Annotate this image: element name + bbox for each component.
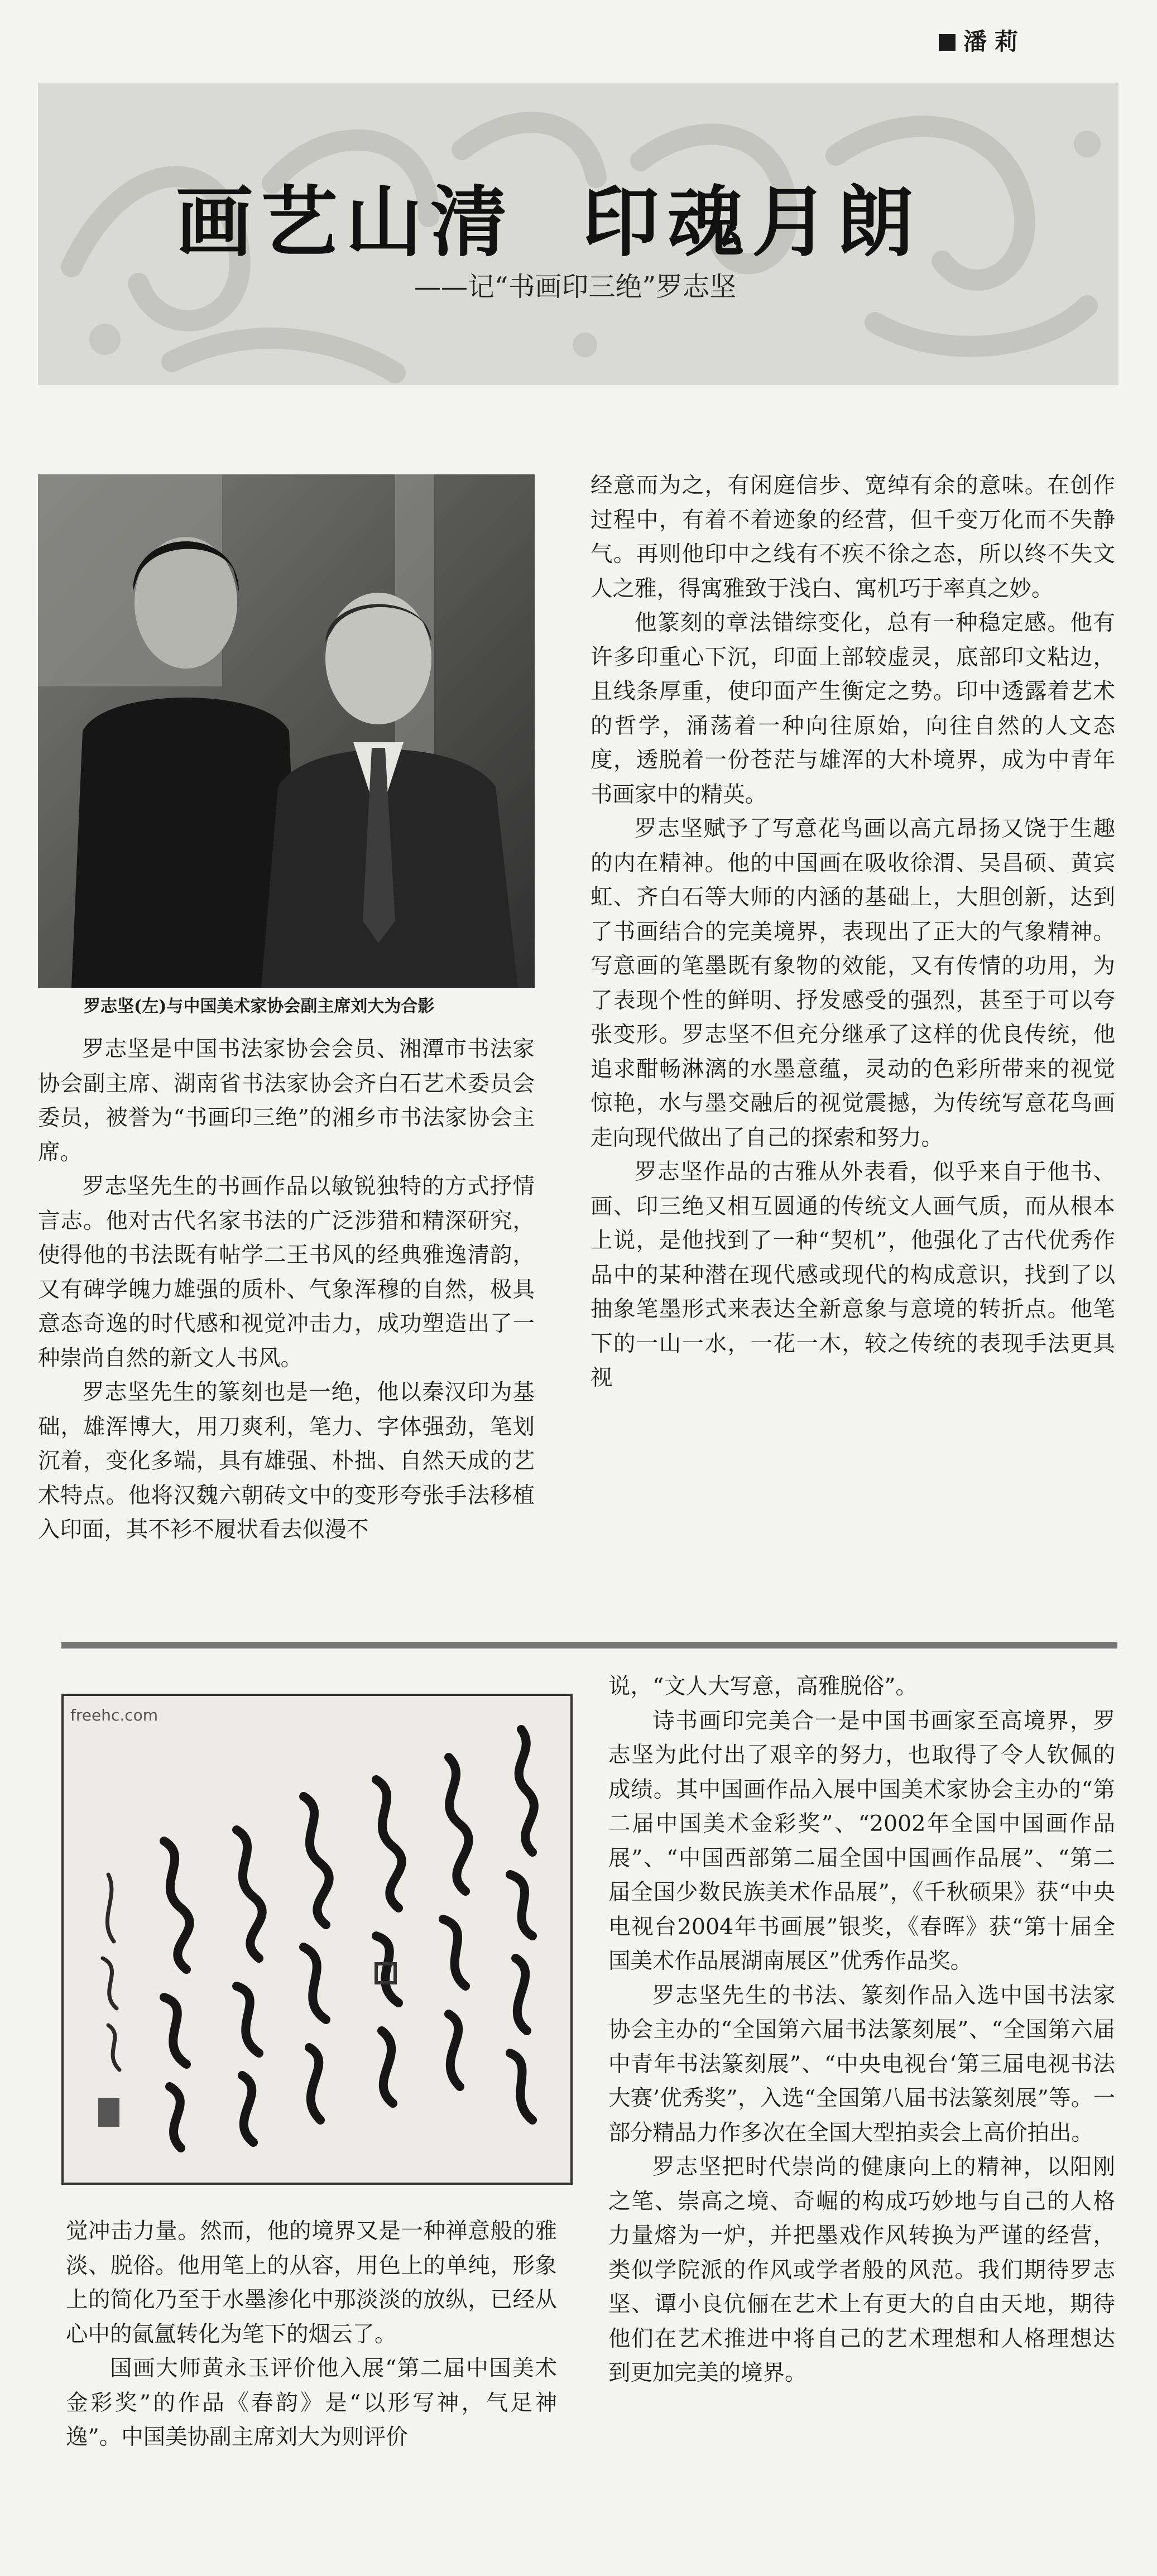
calligraphy-artwork (61, 1694, 573, 2185)
paragraph: 诗书画印完美合一是中国书画家至高境界，罗志坚为此付出了艰辛的努力，也取得了令人钦佩的成绩。其中国画作品入展中国美术家协会主办的“第二届中国美术金彩奖”、“2002年全国中国画作品展”、“中国西部第二届全国中国画作品展”、“第二届全国少数民族美术作品展”，《千秋硕果》获“中央电视台2004年书画展”银奖，《春晖》获“第十届全国美术作品展湖南展区”优秀作品奖。 (608, 1708, 1115, 1974)
text-column-3 (608, 1670, 1115, 2391)
paragraph: 觉冲击力量。然而，他的境界又是一种禅意般的雅淡、脱俗。他用笔上的从容，用色上的单纯，形象上的简化乃至于水墨渗化中那淡淡的放纵，已经从心中的氤氲转化为笔下的烟云了。 (66, 2218, 557, 2347)
calligraphy-illustration (64, 1696, 570, 2183)
paragraph: 罗志坚作品的古雅从外表看，似乎来自于他书、画、印三绝又相互圆通的传统文人画气质，而从根本上说，是他找到了一种“契机”，他强化了古代优秀作品中的某种潜在现代感或现代的构成意识，找到了以抽象笔墨形式来表达全新意象与意境的转折点。他笔下的一山一水，一花一木，较之传统的表现手法更具视 (590, 1159, 1115, 1391)
article-title: 画艺山清 印魂月朗 (176, 177, 922, 267)
paragraph: 罗志坚先生的书法、篆刻作品入选中国书法家协会主办的“全国第六届书法篆刻展”、“全国第六届中青年书法篆刻展”、“中央电视台‘第三届电视书法大赛’优秀奖”，入选“全国第八届书法篆刻展”等。一部分精品力作多次在全国大型拍卖会上高价拍出。 (608, 1982, 1115, 2146)
text-column-1 (38, 1032, 535, 1547)
paragraph: 罗志坚赋予了写意花鸟画以高亢昂扬又饶于生趣的内在精神。他的中国画在吸收徐渭、吴昌硕、黄宾虹、齐白石等大师的内涵的基础上，大胆创新，达到了书画结合的完美境界，表现出了正大的气象精神。写意画的笔墨既有象物的效能，又有传情的功用，为了表现个性的鲜明、抒发感受的强烈，甚至于可以夸张变形。罗志坚不但充分继承了这样的优良传统，他追求酣畅淋漓的水墨意蕴，灵动的色彩所带来的视觉惊艳，水与墨交融后的视觉震撼，为传统写意花鸟画走向现代做出了自己的探索和努力。 (590, 816, 1115, 1151)
paragraph: 罗志坚把时代崇尚的健康向上的精神，以阳刚之笔、崇高之境、奇崛的构成巧妙地与自己的人格力量熔为一炉，并把墨戏作风转换为严谨的经营，类似学院派的作风或学者般的风范。我们期待罗志坚、谭小良伉俪在艺术上有更大的自由天地，期待他们在艺术推进中将自己的艺术理想和人格理想达到更加完美的境界。 (608, 2154, 1115, 2386)
photo-caption: 罗志坚(左)与中国美术家协会副主席刘大为合影 (84, 997, 435, 1016)
author-byline: 潘莉 (939, 23, 1026, 57)
paragraph: 经意而为之，有闲庭信步、宽绰有余的意味。在创作过程中，有着不着迹象的经营，但千变万化而不失静气。再则他印中之线有不疾不徐之态，所以终不失文人之雅，得寓雅致于浅白、寓机巧于率真之妙。 (590, 473, 1115, 602)
paragraph: 罗志坚先生的书画作品以敏锐独特的方式抒情言志。他对古代名家书法的广泛涉猎和精深研究，使得他的书法既有帖学二王书风的经典雅逸清韵，又有碑学魄力雄强的质朴、气象浑穆的自然，极具意态奇逸的时代感和视觉冲击力，成功塑造出了一种崇尚自然的新文人书风。 (38, 1174, 535, 1371)
photo-two-men (38, 474, 535, 988)
paragraph: 说，“文人大写意，高雅脱俗”。 (608, 1674, 918, 1699)
text-column-4 (66, 2214, 557, 2455)
photo-illustration (38, 474, 535, 988)
watermark-text: freehc.com (70, 1706, 159, 1724)
section-divider (61, 1642, 1117, 1649)
square-bullet-icon (939, 34, 956, 51)
text-column-2 (590, 469, 1115, 1396)
paragraph: 罗志坚是中国书法家协会会员、湘潭市书法家协会副主席、湖南省书法家协会齐白石艺术委员会委员，被誉为“书画印三绝”的湘乡市书法家协会主席。 (38, 1036, 535, 1165)
paragraph: 罗志坚先生的篆刻也是一绝，他以秦汉印为基础，雄浑博大，用刀爽利，笔力、字体强劲，笔划沉着，变化多端，具有雄强、朴拙、自然天成的艺术特点。他将汉魏六朝砖文中的变形夸张手法移植入印面，其不衫不履状看去似漫不 (38, 1380, 535, 1542)
article-subtitle: ——记“书画印三绝”罗志坚 (414, 271, 737, 302)
paragraph: 他篆刻的章法错综变化，总有一种稳定感。他有许多印重心下沉，印面上部较虚灵，底部印文粘边，且线条厚重，使印面产生衡定之势。印中透露着艺术的哲学，涌荡着一种向往原始，向往自然的人文态度，透脱着一份苍茫与雄浑的大朴境界，成为中青年书画家中的精英。 (590, 610, 1115, 808)
paragraph: 国画大师黄永玉评价他入展“第二届中国美术金彩奖”的作品《春韵》是“以形写神，气足神逸”。中国美协副主席刘大为则评价 (66, 2356, 557, 2450)
